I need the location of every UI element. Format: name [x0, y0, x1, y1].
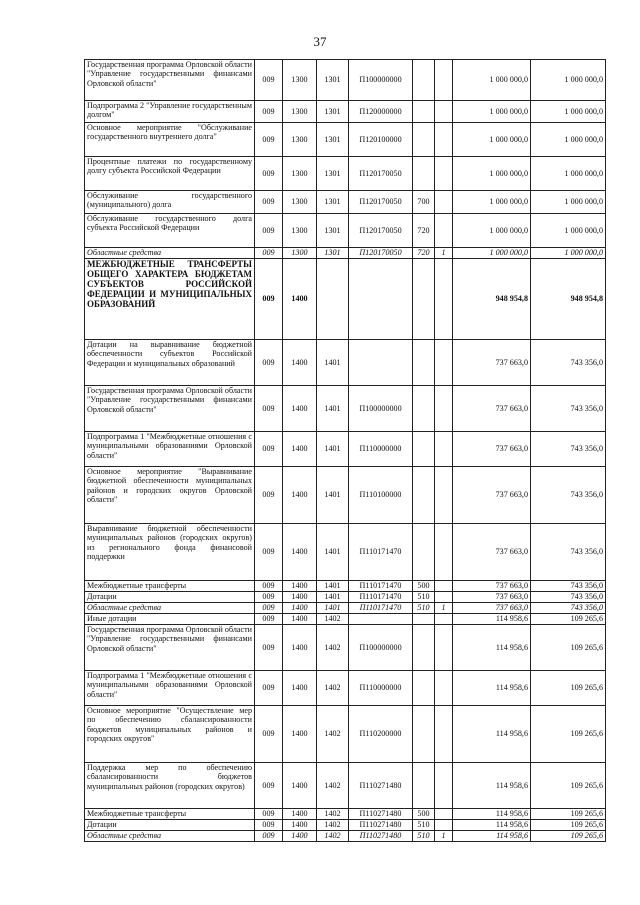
ministry-code: 009 [255, 386, 283, 432]
target-article-code [349, 614, 413, 625]
section-code: 1400 [283, 603, 317, 614]
ministry-code: 009 [255, 809, 283, 820]
ministry-code: 009 [255, 614, 283, 625]
table-row [85, 386, 606, 432]
ministry-code: 009 [255, 581, 283, 592]
subsection-code: 1401 [317, 432, 349, 467]
item-name: Государственная программа Орловской области "Управление государственными финансами Орловской области" [85, 386, 255, 432]
section-code: 1300 [283, 214, 317, 248]
amount-year-2: 109 265,6 [531, 809, 606, 820]
amount-year-2: 1 000 000,0 [531, 101, 606, 123]
amount-year-1: 737 663,0 [453, 581, 531, 592]
amount-year-2: 109 265,6 [531, 614, 606, 625]
section-code: 1300 [283, 123, 317, 157]
amount-year-1: 1 000 000,0 [453, 191, 531, 214]
budget-table [84, 59, 606, 842]
target-article-code: П110271480 [349, 820, 413, 831]
expense-type-code: 510 [413, 831, 435, 842]
amount-year-2: 743 356,0 [531, 603, 606, 614]
funding-source-code [435, 614, 453, 625]
funding-source-code: 1 [435, 831, 453, 842]
expense-type-code [413, 101, 435, 123]
subsection-code: 1301 [317, 248, 349, 259]
amount-year-2: 743 356,0 [531, 432, 606, 467]
table-row [85, 820, 606, 831]
target-article-code: П100000000 [349, 625, 413, 671]
funding-source-code [435, 706, 453, 763]
item-name: Дотации [85, 592, 255, 603]
subsection-code: 1401 [317, 340, 349, 386]
section-code: 1400 [283, 581, 317, 592]
page-number: 37 [313, 34, 327, 49]
item-name: Основное мероприятие "Обслуживание государственного внутреннего долга" [85, 123, 255, 157]
expense-type-code [413, 123, 435, 157]
section-code: 1400 [283, 809, 317, 820]
funding-source-code: 1 [435, 248, 453, 259]
amount-year-1: 114 958,6 [453, 706, 531, 763]
subsection-code: 1402 [317, 809, 349, 820]
expense-type-code [413, 524, 435, 581]
subsection-code [317, 259, 349, 340]
funding-source-code [435, 592, 453, 603]
amount-year-2: 109 265,6 [531, 831, 606, 842]
funding-source-code [435, 340, 453, 386]
expense-type-code [413, 259, 435, 340]
ministry-code: 009 [255, 820, 283, 831]
amount-year-2: 109 265,6 [531, 820, 606, 831]
item-name: Подпрограмма 2 "Управление государственным долгом" [85, 101, 255, 123]
funding-source-code [435, 123, 453, 157]
subsection-code: 1401 [317, 467, 349, 524]
ministry-code: 009 [255, 592, 283, 603]
section-code: 1400 [283, 625, 317, 671]
target-article-code: П110271480 [349, 809, 413, 820]
expense-type-code: 720 [413, 248, 435, 259]
amount-year-1: 1 000 000,0 [453, 248, 531, 259]
ministry-code: 009 [255, 191, 283, 214]
expense-type-code [413, 340, 435, 386]
section-code: 1400 [283, 340, 317, 386]
expense-type-code [413, 386, 435, 432]
table-row [85, 248, 606, 259]
ministry-code: 009 [255, 340, 283, 386]
section-code: 1400 [283, 820, 317, 831]
section-code: 1300 [283, 191, 317, 214]
subsection-code: 1301 [317, 157, 349, 191]
expense-type-code [413, 432, 435, 467]
amount-year-1: 1 000 000,0 [453, 123, 531, 157]
table-row [85, 524, 606, 581]
table-row [85, 214, 606, 248]
item-name: Основное мероприятие "Выравнивание бюджетной обеспеченности муниципальных районов и городских округов Орловской области" [85, 467, 255, 524]
ministry-code: 009 [255, 467, 283, 524]
target-article-code: П110000000 [349, 432, 413, 467]
amount-year-1: 737 663,0 [453, 340, 531, 386]
subsection-code: 1301 [317, 101, 349, 123]
subsection-code: 1401 [317, 603, 349, 614]
amount-year-1: 114 958,6 [453, 809, 531, 820]
amount-year-2: 948 954,8 [531, 259, 606, 340]
funding-source-code [435, 191, 453, 214]
item-name: Подпрограмма 1 "Межбюджетные отношения с муниципальными образованиями Орловской области" [85, 432, 255, 467]
ministry-code: 009 [255, 60, 283, 101]
amount-year-2: 109 265,6 [531, 671, 606, 706]
ministry-code: 009 [255, 706, 283, 763]
item-name: Областные средства [85, 248, 255, 259]
item-name: Государственная программа Орловской области "Управление государственными финансами Орловской области" [85, 625, 255, 671]
subsection-code: 1401 [317, 592, 349, 603]
funding-source-code [435, 467, 453, 524]
ministry-code: 009 [255, 214, 283, 248]
section-code: 1400 [283, 671, 317, 706]
table-row [85, 592, 606, 603]
amount-year-2: 1 000 000,0 [531, 248, 606, 259]
amount-year-1: 737 663,0 [453, 467, 531, 524]
item-name: Дотации [85, 820, 255, 831]
subsection-code: 1402 [317, 671, 349, 706]
subsection-code: 1401 [317, 524, 349, 581]
table-row [85, 614, 606, 625]
amount-year-2: 1 000 000,0 [531, 157, 606, 191]
funding-source-code [435, 386, 453, 432]
table-row [85, 671, 606, 706]
amount-year-1: 114 958,6 [453, 820, 531, 831]
subsection-code: 1402 [317, 831, 349, 842]
funding-source-code [435, 671, 453, 706]
section-code: 1300 [283, 60, 317, 101]
table-row [85, 831, 606, 842]
ministry-code: 009 [255, 831, 283, 842]
funding-source-code [435, 625, 453, 671]
amount-year-2: 743 356,0 [531, 340, 606, 386]
ministry-code: 009 [255, 763, 283, 809]
ministry-code: 009 [255, 123, 283, 157]
target-article-code: П120170050 [349, 157, 413, 191]
amount-year-2: 743 356,0 [531, 581, 606, 592]
amount-year-1: 737 663,0 [453, 524, 531, 581]
funding-source-code [435, 763, 453, 809]
amount-year-1: 114 958,6 [453, 671, 531, 706]
section-code: 1400 [283, 831, 317, 842]
expense-type-code [413, 614, 435, 625]
amount-year-1: 737 663,0 [453, 432, 531, 467]
funding-source-code [435, 524, 453, 581]
section-code: 1300 [283, 248, 317, 259]
ministry-code: 009 [255, 157, 283, 191]
funding-source-code [435, 259, 453, 340]
expense-type-code: 510 [413, 592, 435, 603]
section-code: 1400 [283, 614, 317, 625]
item-name: Межбюджетные трансферты [85, 581, 255, 592]
target-article-code: П110200000 [349, 706, 413, 763]
amount-year-1: 737 663,0 [453, 592, 531, 603]
ministry-code: 009 [255, 625, 283, 671]
table-row [85, 432, 606, 467]
section-code: 1400 [283, 706, 317, 763]
amount-year-1: 1 000 000,0 [453, 157, 531, 191]
item-name: Обслуживание государственного (муниципального) долга [85, 191, 255, 214]
target-article-code: П100000000 [349, 60, 413, 101]
amount-year-1: 114 958,6 [453, 614, 531, 625]
funding-source-code [435, 809, 453, 820]
item-name: Основное мероприятие "Осуществление мер по обеспечению сбалансированности бюджетов муниципальных районов и городских округов" [85, 706, 255, 763]
amount-year-2: 1 000 000,0 [531, 60, 606, 101]
ministry-code: 009 [255, 432, 283, 467]
amount-year-1: 1 000 000,0 [453, 60, 531, 101]
target-article-code: П110100000 [349, 467, 413, 524]
item-name: Областные средства [85, 603, 255, 614]
expense-type-code [413, 706, 435, 763]
amount-year-2: 109 265,6 [531, 763, 606, 809]
expense-type-code: 500 [413, 809, 435, 820]
target-article-code: П120000000 [349, 101, 413, 123]
funding-source-code: 1 [435, 603, 453, 614]
table-row [85, 191, 606, 214]
item-name: МЕЖБЮДЖЕТНЫЕ ТРАНСФЕРТЫ ОБЩЕГО ХАРАКТЕРА БЮДЖЕТАМ СУБЪЕКТОВ РОССИЙСКОЙ ФЕДЕРАЦИИ И МУНИЦИПАЛЬНЫХ ОБРАЗОВАНИЙ [85, 259, 255, 340]
section-code: 1400 [283, 763, 317, 809]
subsection-code: 1402 [317, 625, 349, 671]
expense-type-code [413, 671, 435, 706]
target-article-code: П110271480 [349, 831, 413, 842]
target-article-code: П110000000 [349, 671, 413, 706]
expense-type-code [413, 763, 435, 809]
ministry-code: 009 [255, 671, 283, 706]
ministry-code: 009 [255, 524, 283, 581]
subsection-code: 1401 [317, 581, 349, 592]
subsection-code: 1301 [317, 191, 349, 214]
amount-year-1: 948 954,8 [453, 259, 531, 340]
expense-type-code: 700 [413, 191, 435, 214]
expense-type-code [413, 625, 435, 671]
table-row [85, 340, 606, 386]
amount-year-2: 743 356,0 [531, 592, 606, 603]
ministry-code: 009 [255, 259, 283, 340]
item-name: Иные дотации [85, 614, 255, 625]
table-body [85, 60, 606, 842]
amount-year-1: 114 958,6 [453, 763, 531, 809]
table-row [85, 763, 606, 809]
table-row [85, 625, 606, 671]
funding-source-code [435, 820, 453, 831]
table-row [85, 581, 606, 592]
section-code: 1400 [283, 467, 317, 524]
table-row [85, 706, 606, 763]
target-article-code: П110171470 [349, 603, 413, 614]
amount-year-2: 109 265,6 [531, 625, 606, 671]
item-name: Обслуживание государственного долга субъекта Российской Федерации [85, 214, 255, 248]
subsection-code: 1402 [317, 706, 349, 763]
subsection-code: 1402 [317, 614, 349, 625]
table-row [85, 157, 606, 191]
amount-year-1: 1 000 000,0 [453, 101, 531, 123]
amount-year-2: 743 356,0 [531, 386, 606, 432]
expense-type-code: 510 [413, 820, 435, 831]
amount-year-2: 743 356,0 [531, 524, 606, 581]
funding-source-code [435, 432, 453, 467]
section-code: 1300 [283, 157, 317, 191]
amount-year-1: 737 663,0 [453, 386, 531, 432]
table-row [85, 123, 606, 157]
amount-year-2: 109 265,6 [531, 706, 606, 763]
amount-year-2: 743 356,0 [531, 467, 606, 524]
expense-type-code: 510 [413, 603, 435, 614]
ministry-code: 009 [255, 248, 283, 259]
funding-source-code [435, 60, 453, 101]
subsection-code: 1301 [317, 60, 349, 101]
target-article-code: П120170050 [349, 214, 413, 248]
amount-year-1: 1 000 000,0 [453, 214, 531, 248]
expense-type-code [413, 157, 435, 191]
table-row [85, 467, 606, 524]
item-name: Выравнивание бюджетной обеспеченности муниципальных районов (городских округов) из регионального фонда финансовой поддержки [85, 524, 255, 581]
table-row [85, 60, 606, 101]
table-row [85, 101, 606, 123]
item-name: Процентные платежи по государственному долгу субъекта Российской Федерации [85, 157, 255, 191]
section-code: 1400 [283, 524, 317, 581]
amount-year-1: 114 958,6 [453, 831, 531, 842]
subsection-code: 1401 [317, 386, 349, 432]
amount-year-1: 114 958,6 [453, 625, 531, 671]
amount-year-1: 737 663,0 [453, 603, 531, 614]
amount-year-2: 1 000 000,0 [531, 123, 606, 157]
ministry-code: 009 [255, 603, 283, 614]
expense-type-code [413, 467, 435, 524]
expense-type-code: 500 [413, 581, 435, 592]
item-name: Подпрограмма 1 "Межбюджетные отношения с муниципальными образованиями Орловской области" [85, 671, 255, 706]
subsection-code: 1301 [317, 123, 349, 157]
subsection-code: 1301 [317, 214, 349, 248]
item-name: Дотации на выравнивание бюджетной обеспеченности субъектов Российской Федерации и муниципальных образований [85, 340, 255, 386]
ministry-code: 009 [255, 101, 283, 123]
expense-type-code: 720 [413, 214, 435, 248]
target-article-code [349, 340, 413, 386]
target-article-code: П110171470 [349, 581, 413, 592]
target-article-code: П110171470 [349, 524, 413, 581]
target-article-code [349, 259, 413, 340]
table-row [85, 809, 606, 820]
funding-source-code [435, 581, 453, 592]
target-article-code: П120100000 [349, 123, 413, 157]
amount-year-2: 1 000 000,0 [531, 191, 606, 214]
target-article-code: П120170050 [349, 248, 413, 259]
funding-source-code [435, 157, 453, 191]
section-code: 1400 [283, 432, 317, 467]
item-name: Поддержка мер по обеспечению сбалансированности бюджетов муниципальных районов (городских округов) [85, 763, 255, 809]
subsection-code: 1402 [317, 763, 349, 809]
target-article-code: П110171470 [349, 592, 413, 603]
table-row [85, 603, 606, 614]
funding-source-code [435, 214, 453, 248]
funding-source-code [435, 101, 453, 123]
section-code: 1400 [283, 386, 317, 432]
target-article-code: П110271480 [349, 763, 413, 809]
item-name: Государственная программа Орловской области "Управление государственными финансами Орловской области" [85, 60, 255, 101]
amount-year-2: 1 000 000,0 [531, 214, 606, 248]
section-code: 1400 [283, 592, 317, 603]
expense-type-code [413, 60, 435, 101]
table-row [85, 259, 606, 340]
section-code: 1300 [283, 101, 317, 123]
section-code: 1400 [283, 259, 317, 340]
target-article-code: П120170050 [349, 191, 413, 214]
subsection-code: 1402 [317, 820, 349, 831]
item-name: Межбюджетные трансферты [85, 809, 255, 820]
target-article-code: П100000000 [349, 386, 413, 432]
item-name: Областные средства [85, 831, 255, 842]
